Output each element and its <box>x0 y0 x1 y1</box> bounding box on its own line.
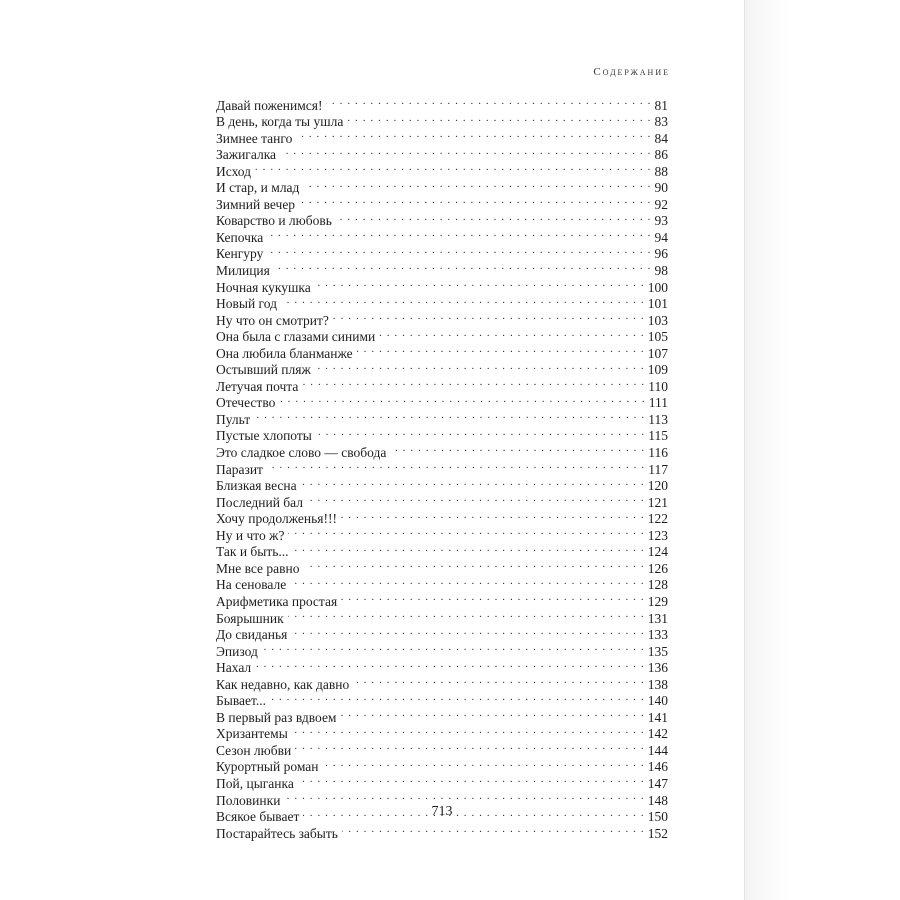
toc-dot-leader <box>316 424 645 441</box>
toc-entry <box>216 474 668 494</box>
page-edge-shadow <box>745 0 900 900</box>
toc-entry-page: 136 <box>647 660 668 676</box>
toc-dot-leader <box>267 457 645 474</box>
toc-entry-page: 111 <box>648 395 668 411</box>
toc-entry-page: 140 <box>647 693 668 709</box>
toc-dot-leader <box>255 656 645 673</box>
toc-dot-leader <box>326 93 651 110</box>
toc-entry-page: 83 <box>654 114 668 130</box>
toc-entry-page: 146 <box>647 759 668 775</box>
toc-entry <box>216 93 668 113</box>
toc-entry-page: 100 <box>647 279 668 295</box>
toc-entry <box>216 672 668 692</box>
toc-entry-title: Курортный роман <box>216 759 319 775</box>
toc-entry <box>216 788 668 808</box>
toc-dot-leader <box>281 292 645 309</box>
toc-entry-title: Постарайтесь забыть <box>216 825 338 841</box>
page-edge <box>744 0 745 900</box>
toc-dot-leader <box>379 325 645 342</box>
toc-entry-page: 101 <box>647 296 668 312</box>
toc-entry-page: 92 <box>654 196 668 212</box>
toc-dot-leader <box>267 242 651 259</box>
toc-entry <box>216 656 668 676</box>
toc-entry <box>216 159 668 179</box>
toc-dot-leader <box>292 722 645 739</box>
toc-entry-page: 126 <box>647 560 668 576</box>
toc-entry-title: Давай поженимся! <box>216 97 323 113</box>
toc-entry-page: 122 <box>647 511 668 527</box>
toc-entry-title: Зажигалка <box>216 147 277 163</box>
toc-dot-leader <box>254 407 645 424</box>
toc-dot-leader <box>295 738 645 755</box>
toc-entry-title: Ну что он смотрит? <box>216 312 329 328</box>
toc-dot-leader <box>333 308 645 325</box>
toc-entry-page: 135 <box>647 643 668 659</box>
toc-entry-page: 84 <box>654 130 668 146</box>
toc-entry <box>216 705 668 725</box>
toc-entry <box>216 292 668 312</box>
toc-entry-title: Пульт <box>216 411 251 427</box>
toc-entry <box>216 258 668 279</box>
toc-dot-leader <box>336 209 652 226</box>
toc-entry <box>216 242 668 262</box>
toc-dot-leader <box>288 523 644 540</box>
toc-entry-page: 129 <box>647 593 668 609</box>
toc-entry-page: 81 <box>654 97 668 113</box>
toc-entry-title: Хризантемы <box>216 726 288 742</box>
toc-entry-title: Так и быть... <box>216 544 289 560</box>
toc-entry-title: Половинки <box>216 792 281 808</box>
toc-entry-title: Эпизод <box>216 643 258 659</box>
toc-entry-title: На сеновале <box>216 577 287 593</box>
toc-entry <box>216 424 668 444</box>
toc-dot-leader <box>267 225 651 242</box>
toc-entry-title: И стар, и млад <box>216 180 300 196</box>
toc-entry <box>216 176 668 196</box>
toc-dot-leader <box>280 143 651 160</box>
toc-dot-leader <box>274 258 652 275</box>
toc-entry-title: Зимний вечер <box>216 196 296 212</box>
toc-dot-leader <box>296 126 651 143</box>
toc-entry-page: 124 <box>647 544 668 560</box>
table-of-contents <box>216 93 668 841</box>
toc-entry-page: 150 <box>647 809 668 825</box>
toc-dot-leader <box>299 192 651 209</box>
toc-entry-title: Нахал <box>216 660 252 676</box>
toc-dot-leader <box>293 540 645 557</box>
toc-entry-title: Это сладкое слово — свобода <box>216 445 387 461</box>
toc-dot-leader <box>341 507 645 524</box>
toc-dot-leader <box>288 606 645 623</box>
toc-entry-title: Исход <box>216 163 252 179</box>
toc-entry-title: Кенгуру <box>216 246 264 262</box>
toc-entry-title: Боярышник <box>216 610 284 626</box>
toc-entry <box>216 407 668 427</box>
toc-entry <box>216 689 668 709</box>
toc-entry-page: 113 <box>648 411 668 427</box>
toc-entry-page: 121 <box>647 494 668 510</box>
toc-dot-leader <box>304 556 645 573</box>
toc-entry-page: 94 <box>654 229 668 245</box>
toc-dot-leader <box>315 275 645 292</box>
toc-dot-leader <box>290 573 644 590</box>
toc-dot-leader <box>262 639 645 656</box>
toc-entry-page: 128 <box>647 577 668 593</box>
toc-entry-page: 107 <box>647 345 668 361</box>
toc-dot-leader <box>342 821 645 838</box>
toc-dot-leader <box>307 490 645 507</box>
toc-entry-title: Паразит <box>216 461 263 477</box>
toc-entry <box>216 225 668 245</box>
toc-entry-page: 147 <box>647 775 668 791</box>
toc-entry-page: 90 <box>654 180 668 196</box>
toc-entry-page: 115 <box>648 428 668 444</box>
toc-entry-page: 131 <box>647 610 668 626</box>
toc-dot-leader <box>323 755 645 772</box>
toc-entry <box>216 457 668 477</box>
toc-entry-page: 138 <box>647 676 668 692</box>
toc-dot-leader <box>357 341 645 358</box>
toc-dot-leader <box>303 176 651 193</box>
toc-dot-leader <box>284 788 644 805</box>
toc-entry-title: Хочу продолженья!!! <box>216 511 337 527</box>
toc-entry-title: Арифметика простая <box>216 593 338 609</box>
toc-entry-page: 123 <box>647 527 668 543</box>
toc-entry-title: Она была с глазами синими <box>216 329 376 345</box>
toc-entry-page: 142 <box>647 726 668 742</box>
toc-entry-page: 120 <box>647 478 668 494</box>
toc-entry-title: Отечество <box>216 395 276 411</box>
toc-dot-leader <box>279 391 645 408</box>
toc-entry-title: Бывает... <box>216 693 267 709</box>
toc-entry-title: В первый раз вдвоем <box>216 709 337 725</box>
toc-entry-title: До свиданья <box>216 627 288 643</box>
toc-dot-leader <box>340 705 644 722</box>
toc-entry-title: В день, когда ты ушла <box>216 114 344 130</box>
toc-entry-title: Как недавно, как давно <box>216 676 350 692</box>
toc-entry-page: 144 <box>647 742 668 758</box>
toc-entry-title: Пой, цыганка <box>216 775 294 791</box>
toc-entry-title: Зимнее танго <box>216 130 293 146</box>
toc-dot-leader <box>315 358 645 375</box>
toc-entry-page: 96 <box>654 246 668 262</box>
toc-entry-page: 98 <box>654 263 668 279</box>
toc-entry-page: 152 <box>647 825 668 841</box>
toc-entry-page: 86 <box>654 147 668 163</box>
toc-entry-title: Остывший пляж <box>216 362 311 378</box>
toc-entry-page: 133 <box>647 627 668 643</box>
toc-dot-leader <box>302 374 645 391</box>
toc-entry <box>216 308 668 328</box>
running-header: Содержание <box>593 66 670 78</box>
toc-entry-page: 110 <box>648 378 668 394</box>
toc-entry <box>216 639 668 659</box>
page-number: 713 <box>431 804 453 819</box>
toc-entry-page: 141 <box>647 709 668 725</box>
toc-entry <box>216 275 668 295</box>
toc-entry-page: 116 <box>648 445 668 461</box>
toc-entry-page: 117 <box>648 461 668 477</box>
toc-dot-leader <box>298 771 645 788</box>
toc-entry-title: Близкая весна <box>216 478 297 494</box>
toc-entry-title: Кепочка <box>216 229 264 245</box>
toc-entry-title: Коварство и любовь <box>216 213 332 229</box>
toc-dot-leader <box>353 672 645 689</box>
toc-entry-title: Мне все равно <box>216 560 300 576</box>
toc-dot-leader <box>301 474 645 491</box>
toc-entry <box>216 391 668 411</box>
toc-dot-leader <box>390 440 645 457</box>
toc-entry-title: Милиция <box>216 263 270 279</box>
toc-entry-title: Ну и что ж? <box>216 527 285 543</box>
toc-entry-page: 88 <box>654 163 668 179</box>
toc-entry-title: Всякое бывает <box>216 809 300 825</box>
toc-entry-title: Новый год <box>216 296 277 312</box>
toc-entry-title: Летучая почта <box>216 378 299 394</box>
toc-entry-title: Она любила бланманже <box>216 345 353 361</box>
toc-entry-title: Последний бал <box>216 494 304 510</box>
toc-entry <box>216 143 668 163</box>
toc-entry-title: Ночная кукушка <box>216 279 311 295</box>
toc-dot-leader <box>255 159 651 176</box>
toc-entry-page: 109 <box>647 362 668 378</box>
toc-entry-page: 103 <box>647 312 668 328</box>
toc-entry-page: 93 <box>654 213 668 229</box>
toc-dot-leader <box>347 110 651 127</box>
toc-entry-page: 148 <box>647 792 668 808</box>
toc-dot-leader <box>341 589 645 606</box>
toc-dot-leader <box>270 689 645 706</box>
toc-entry-title: Пустые хлопоты <box>216 428 312 444</box>
toc-dot-leader <box>291 623 644 640</box>
toc-entry-title: Сезон любви <box>216 742 292 758</box>
toc-entry-page: 105 <box>647 329 668 345</box>
